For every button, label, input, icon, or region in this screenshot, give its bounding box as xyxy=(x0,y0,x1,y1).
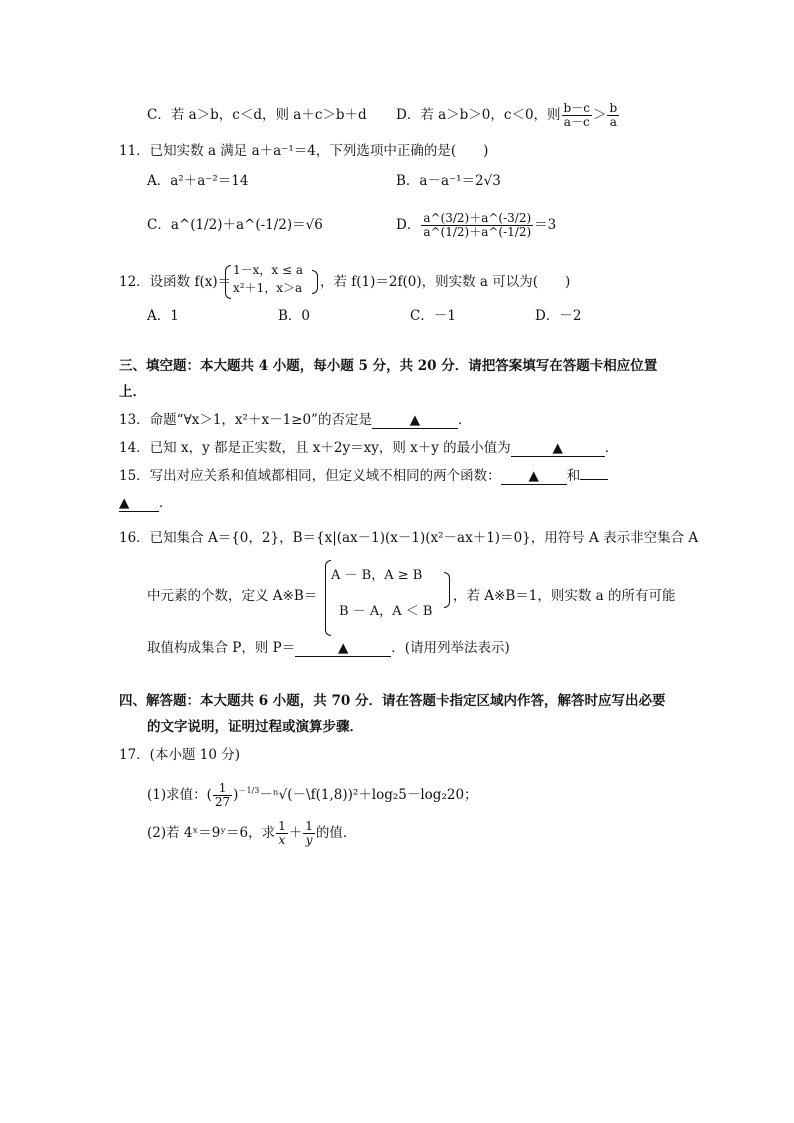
q11-option-c xyxy=(147,216,323,234)
greater-than-sign: ＞ xyxy=(592,107,607,123)
fraction-denominator: a xyxy=(609,115,617,129)
q12-stem-suffix: ，若 f(1)＝2f(0)，则实数 a 可以为( ) xyxy=(320,274,571,290)
q11-option-b: B．a－a⁻¹＝2√3 xyxy=(396,173,501,189)
fraction-numerator: b xyxy=(609,101,618,115)
fraction-denominator: x xyxy=(278,833,286,847)
q16-piecewise-brace-right xyxy=(444,572,450,608)
q11-option-d-equals: ＝3 xyxy=(534,217,557,233)
fraction-numerator: 1 xyxy=(305,819,313,833)
q17-part-1-prefix: (1)求值：( xyxy=(147,787,212,803)
q12-piecewise-brace xyxy=(225,265,231,299)
answer-blank[interactable]: ▲ xyxy=(295,641,391,657)
answer-blank[interactable]: ▲ xyxy=(119,496,159,512)
q11-option-a: A．a²＋a⁻²＝14 xyxy=(147,173,249,189)
q17-part-2-fraction-2 xyxy=(303,820,315,847)
q16-line-2-prefix: 中元素的个数，定义 A※B＝ xyxy=(147,588,318,604)
q11-option-c-label: C． xyxy=(147,217,171,233)
fraction-denominator: a－c xyxy=(563,115,590,129)
q16-line-3-text: 取值构成集合 P，则 P＝ xyxy=(147,640,296,656)
q11-stem: 11．已知实数 a 满足 a＋a⁻¹＝4，下列选项中正确的是( ) xyxy=(119,143,489,159)
fraction-numerator: a^(3/2)＋a^(-3/2) xyxy=(423,211,532,225)
section-4-heading: 四、解答题：本大题共 6 小题，共 70 分．请在答题卡指定区域内作答，解答时应写出必要 xyxy=(119,693,666,709)
q16-line-3 xyxy=(147,639,510,657)
fraction-numerator: b－c xyxy=(563,101,590,115)
q15-and: 和 xyxy=(566,468,581,484)
q11-option-d xyxy=(396,208,556,242)
fraction-denominator: y xyxy=(305,833,313,847)
q10-option-d-fraction-1 xyxy=(562,102,592,129)
q12-option-b: B．0 xyxy=(278,308,311,324)
q12-case-1: 1－x，x ≤ a xyxy=(233,263,304,277)
section-3-heading-cont: 上． xyxy=(119,384,146,400)
q17-part-1-rest: －ⁿ√(－\f(1,8))²＋log₂5－log₂20； xyxy=(259,787,478,803)
q14-text: 14．已知 x，y 都是正实数，且 x＋2y＝xy，则 x＋y 的最小值为 xyxy=(119,440,511,456)
q10-option-d xyxy=(396,99,620,131)
q13 xyxy=(119,411,471,429)
q12-stem xyxy=(119,273,231,291)
q13-text: 13．命题“∀x＞1，x²＋x－1≥0”的否定是 xyxy=(119,412,372,428)
q10-option-d-prefix: D．若 a＞b＞0，c＜0，则 xyxy=(396,107,561,123)
q16-line-2-suffix: ，若 A※B＝1，则实数 a 的所有可能 xyxy=(453,588,676,604)
q12-option-d: D．－2 xyxy=(535,308,582,324)
fraction-denominator: a^(1/2)＋a^(-1/2) xyxy=(423,225,532,239)
q15-cont xyxy=(119,494,173,512)
q12-option-c: C．－1 xyxy=(410,308,456,324)
q12-case-2: x²＋1，x＞a xyxy=(233,281,303,295)
answer-blank[interactable]: ▲ xyxy=(501,469,567,485)
answer-blank[interactable]: ▲ xyxy=(372,413,458,429)
answer-blank-trailing[interactable] xyxy=(580,479,608,480)
q17-part-2-prefix: (2)若 4ˣ＝9ʸ＝6，求 xyxy=(147,825,276,841)
q11-option-c-expression: a^(1/2)＋a^(-1/2)＝√6 xyxy=(170,217,323,233)
q12-option-a: A．1 xyxy=(147,308,179,324)
fraction-numerator: 1 xyxy=(213,782,232,796)
q11-option-d-fraction xyxy=(421,212,533,239)
q15-period: ． xyxy=(159,495,173,511)
q15 xyxy=(119,467,608,485)
q15-text: 15．写出对应关系和值域都相同，但定义域不相同的两个函数： xyxy=(119,468,501,484)
q17-stem: 17．(本小题 10 分) xyxy=(119,747,240,763)
q17-part-1-fraction xyxy=(213,782,232,809)
q17-part-2-fraction-1 xyxy=(276,820,288,847)
q16-line-3-note: ．(请用列举法表示) xyxy=(391,640,510,656)
q11-option-d-label: D． xyxy=(396,217,421,233)
q10-option-c: C．若 a＞b，c＜d，则 a＋c＞b＋d xyxy=(147,107,367,123)
q17-part-2 xyxy=(147,816,356,850)
q12-piecewise-brace-right xyxy=(312,270,318,294)
q17-part-1-exponent: －1/3 xyxy=(238,786,260,795)
fraction-denominator: 27 xyxy=(214,795,231,809)
q12-stem-prefix: 12．设函数 f(x)＝ xyxy=(119,274,232,290)
q17-part-1: (1)求值：( $\frac{1}{27}$ )$^{-1/3}$－ⁿ√(－\f(1,8))²＋log₂5－log₂20； xyxy=(147,781,478,809)
fraction-numerator: 1 xyxy=(278,819,286,833)
q16-case-1: A － B，A ≥ B xyxy=(331,568,423,583)
q10-option-d-fraction-2 xyxy=(607,102,619,129)
section-4-heading-cont: 的文字说明，证明过程或演算步骤． xyxy=(147,719,363,735)
plus-sign: ＋ xyxy=(288,825,303,841)
q14-period: ． xyxy=(604,440,619,456)
q17-part-2-suffix: 的值． xyxy=(315,825,357,841)
answer-blank[interactable]: ▲ xyxy=(511,441,605,457)
section-3-heading: 三、填空题：本大题共 4 小题，每小题 5 分，共 20 分．请把答案填写在答题卡相应位置 xyxy=(119,358,658,374)
q13-period: ． xyxy=(457,412,472,428)
q16-line-1: 16．已知集合 A＝{0，2}，B＝{x|(ax－1)(x－1)(x²－ax＋1)＝0}，用符号 A 表示非空集合 A xyxy=(119,530,699,546)
q16-case-2: B － A，A ＜ B xyxy=(339,604,433,619)
q14 xyxy=(119,439,618,457)
